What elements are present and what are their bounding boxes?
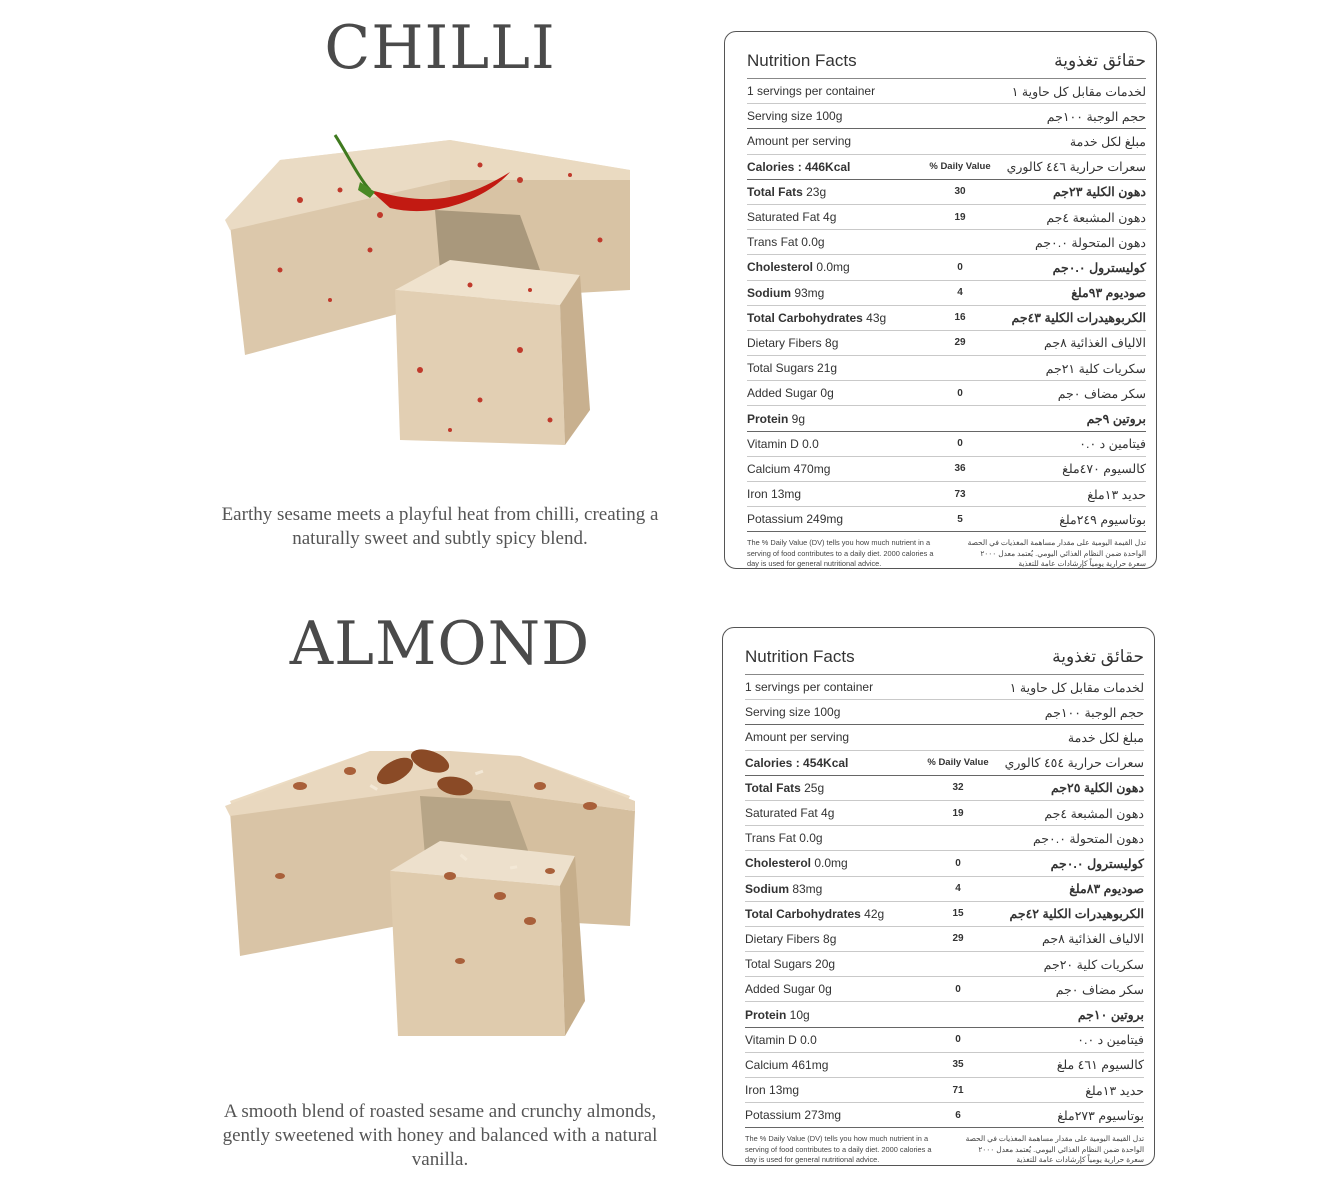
nutrient-name-ar: صوديوم ٩٣ملغ [1071, 286, 1146, 301]
servings-ar: لخدمات مقابل كل حاوية ١ [1009, 680, 1144, 695]
nutrient-name-en [747, 462, 915, 476]
servings-en: 1 servings per container [745, 680, 874, 695]
nutrient-name-ar: سكر مضاف ٠جم [1055, 982, 1144, 997]
nutrient-row [745, 1053, 1144, 1078]
nutrient-daily-value: 36 [954, 463, 966, 475]
nutrient-name-en [745, 882, 913, 896]
nutrient-label-en: Dietary Fibers [745, 931, 820, 946]
nutrient-row [745, 801, 1144, 826]
amount-per-serving-ar: مبلغ لكل خدمة [1067, 730, 1144, 745]
nutrient-amount-en: 9g [788, 411, 806, 426]
nutrient-row [747, 356, 1146, 381]
nutrient-row [747, 457, 1146, 482]
nutrient-name-en [747, 386, 915, 400]
nutrient-daily-value: 30 [954, 186, 966, 198]
nutrient-daily-value: 0 [957, 387, 963, 399]
nutrient-amount-en: 273mg [801, 1108, 842, 1123]
nutrient-label-en: Calcium [747, 461, 791, 476]
nutrient-row [747, 406, 1146, 431]
product-title: ALMOND [289, 609, 591, 679]
nutrient-row [747, 230, 1146, 255]
nutrient-label-en: Total Fats [745, 780, 801, 795]
nutrient-name-ar: الكربوهيدرات الكلية ٤٣جم [1011, 311, 1146, 326]
nutrient-name-en [747, 487, 915, 501]
nutrient-daily-value: 73 [954, 488, 966, 500]
nutrient-label-en: Sodium [745, 881, 789, 896]
serving-size-ar: حجم الوجبة ١٠٠جم [1044, 705, 1144, 720]
amount-per-serving-en: Amount per serving [747, 134, 852, 149]
nutrient-row [747, 306, 1146, 331]
nutrient-name-en [747, 361, 915, 375]
nutrient-amount-en: 25g [800, 780, 825, 795]
nutrient-label-en: Trans Fat [747, 235, 798, 250]
nutrient-name-en [747, 336, 915, 350]
nutrient-daily-value: 5 [957, 513, 963, 525]
nutrient-name-ar: الالياف الغذائية ٨جم [1042, 932, 1144, 947]
nutrition-facts-panel [724, 31, 1157, 569]
nutrient-row [745, 927, 1144, 952]
nutrient-row [745, 1078, 1144, 1103]
nutrition-header-ar: حقائق تغذوية [1052, 647, 1144, 666]
nutrient-row [747, 432, 1146, 457]
nutrient-amount-en: 0.0 [798, 436, 819, 451]
nutrient-name-ar: كوليسترول ٠.٠جم [1052, 260, 1146, 275]
nutrient-label-en: Added Sugar [747, 386, 818, 401]
chilli-halva-image [220, 120, 660, 460]
footnote [745, 1134, 1144, 1166]
nutrient-name-ar: دهون المشبعة ٤جم [1046, 210, 1146, 225]
serving-size-en: Serving size 100g [747, 109, 843, 124]
nutrient-row [745, 1103, 1144, 1128]
nutrient-name-ar: حديد ١٣ملغ [1085, 1083, 1144, 1098]
nutrition-header-en: Nutrition Facts [745, 647, 855, 666]
nutrient-row [745, 851, 1144, 876]
footnote-ar: تدل القيمة اليومية على مقدار مساهمة المغذيات في الحصة الواحدة ضمن النظام الغذائي اليومي. يُعتمد معدل ٢٠٠٠ سعرة حرارية يومياً كإرشادات عامة للتغذية [965, 1134, 1144, 1165]
nutrient-label-en: Vitamin D [747, 436, 799, 451]
nutrient-label-en: Cholesterol [745, 856, 812, 871]
footnote-en: The % Daily Value (DV) tells you how much nutrient in a serving of food contributes to a daily diet. 2000 calories a day is used for general nutritional advice. [747, 538, 934, 569]
nutrient-amount-en: 21g [813, 361, 838, 376]
product-title: CHILLI [324, 13, 556, 83]
nutrient-daily-value: 0 [955, 857, 961, 869]
nutrient-name-en [747, 260, 915, 274]
nutrient-name-en [745, 781, 913, 795]
nutrient-name-en [745, 932, 913, 946]
nutrient-name-ar: كالسيوم ٤٦١ ملغ [1056, 1058, 1144, 1073]
nutrient-name-en [745, 1058, 913, 1072]
nutrient-name-ar: دهون المشبعة ٤جم [1044, 806, 1144, 821]
nutrient-daily-value: 4 [955, 883, 961, 895]
nutrient-row [747, 180, 1146, 205]
nutrient-amount-en: 8g [821, 335, 839, 350]
nutrient-name-en [747, 512, 915, 526]
nutrient-label-en: Added Sugar [745, 982, 816, 997]
nutrient-amount-en: 13mg [765, 1083, 800, 1098]
daily-value-label: % Daily Value [927, 757, 989, 769]
nutrient-row [745, 1002, 1144, 1027]
nutrient-row [747, 331, 1146, 356]
nutrient-row [745, 1028, 1144, 1053]
nutrient-label-en: Dietary Fibers [747, 335, 822, 350]
nutrient-amount-en: 20g [811, 957, 836, 972]
nutrient-row [747, 507, 1146, 532]
nutrient-label-en: Iron [747, 487, 768, 502]
nutrient-rows [747, 180, 1146, 533]
nutrition-facts-panel [722, 627, 1155, 1166]
nutrient-daily-value: 29 [954, 337, 966, 349]
amount-per-serving-en: Amount per serving [745, 730, 850, 745]
nutrient-amount-en: 83mg [789, 881, 823, 896]
daily-value-label: % Daily Value [929, 161, 991, 173]
nutrient-amount-en: 0.0mg [813, 260, 850, 275]
nutrient-daily-value: 4 [957, 287, 963, 299]
nutrient-label-en: Protein [747, 411, 789, 426]
nutrient-daily-value: 6 [955, 1109, 961, 1121]
nutrient-label-en: Trans Fat [745, 831, 796, 846]
nutrient-label-en: Sodium [747, 285, 791, 300]
footnote-ar: تدل القيمة اليومية على مقدار مساهمة المغذيات في الحصة الواحدة ضمن النظام الغذائي اليومي. يُعتمد معدل ٢٠٠٠ سعرة حرارية يومياً كإرشادات عامة للتغذية [967, 538, 1146, 569]
nutrition-header-ar: حقائق تغذوية [1054, 51, 1146, 70]
nutrient-name-ar: دهون الكلية ٢٣جم [1052, 185, 1146, 200]
nutrient-row [747, 482, 1146, 507]
nutrient-name-ar: دهون المتحولة ٠.٠جم [1034, 235, 1146, 250]
nutrient-row [745, 977, 1144, 1002]
nutrient-name-en [745, 856, 913, 870]
nutrient-amount-en: 93mg [791, 285, 825, 300]
nutrient-daily-value: 0 [955, 983, 961, 995]
nutrient-name-en [745, 1083, 913, 1097]
footnote [747, 538, 1146, 570]
nutrient-daily-value: 0 [957, 261, 963, 273]
nutrient-amount-en: 8g [819, 931, 837, 946]
nutrient-amount-en: 0.0 [796, 1032, 817, 1047]
nutrient-label-en: Total Carbohydrates [747, 310, 863, 325]
nutrient-daily-value: 35 [952, 1059, 964, 1071]
nutrient-amount-en: 13mg [767, 487, 802, 502]
amount-per-serving-ar: مبلغ لكل خدمة [1069, 134, 1146, 149]
nutrient-daily-value: 32 [952, 782, 964, 794]
nutrient-name-en [745, 957, 913, 971]
nutrient-name-ar: بوتاسيوم ٢٧٣ملغ [1057, 1108, 1144, 1123]
nutrient-name-ar: حديد ١٣ملغ [1087, 487, 1146, 502]
nutrient-amount-en: 470mg [790, 461, 831, 476]
nutrient-label-en: Potassium [745, 1108, 802, 1123]
nutrient-daily-value: 0 [957, 438, 963, 450]
nutrient-name-en [747, 185, 915, 199]
servings-ar: لخدمات مقابل كل حاوية ١ [1011, 84, 1146, 99]
nutrient-rows [745, 776, 1144, 1129]
nutrient-label-en: Total Carbohydrates [745, 906, 861, 921]
product-section-almond [0, 596, 1333, 1196]
product-description: A smooth blend of roasted sesame and crunchy almonds, gently sweetened with honey and balanced with a natural vanilla. [222, 1101, 658, 1170]
nutrient-name-en [747, 235, 915, 249]
nutrient-name-ar: كوليسترول ٠.٠جم [1050, 856, 1144, 871]
nutrient-amount-en: 0g [815, 982, 832, 997]
nutrient-name-en [745, 831, 913, 845]
nutrient-name-en [745, 806, 913, 820]
nutrient-row [747, 381, 1146, 406]
nutrient-name-ar: كالسيوم ٤٧٠ملغ [1062, 462, 1146, 477]
nutrient-amount-en: 43g [862, 310, 887, 325]
nutrient-daily-value: 16 [954, 312, 966, 324]
nutrient-name-en [747, 311, 915, 325]
nutrient-row [745, 877, 1144, 902]
nutrient-name-ar: فيتامين د ٠.٠ [1079, 437, 1146, 452]
calories-ar: سعرات حرارية ٤٥٤ كالوري [1004, 756, 1144, 771]
nutrient-row [745, 902, 1144, 927]
nutrient-row [747, 281, 1146, 306]
nutrient-name-en [745, 1033, 913, 1047]
nutrient-name-ar: دهون الكلية ٢٥جم [1050, 781, 1144, 796]
nutrient-name-ar: بوتاسيوم ٢٤٩ملغ [1059, 512, 1146, 527]
nutrient-daily-value: 19 [952, 807, 964, 819]
nutrient-name-ar: بروتين ١٠جم [1077, 1008, 1144, 1023]
nutrient-name-ar: بروتين ٩جم [1086, 412, 1146, 427]
nutrient-amount-en: 0.0mg [811, 856, 848, 871]
nutrient-amount-en: 0.0g [797, 235, 825, 250]
nutrient-name-ar: دهون المتحولة ٠.٠جم [1032, 831, 1144, 846]
nutrient-name-ar: صوديوم ٨٣ملغ [1069, 882, 1144, 897]
nutrient-name-en [747, 437, 915, 451]
calories-en: Calories : 446Kcal [747, 159, 851, 174]
nutrient-row [745, 952, 1144, 977]
calories-ar: سعرات حرارية ٤٤٦ كالوري [1006, 160, 1146, 175]
nutrient-row [745, 826, 1144, 851]
nutrient-label-en: Calcium [745, 1057, 789, 1072]
nutrient-amount-en: 10g [786, 1007, 810, 1022]
footnote-en: The % Daily Value (DV) tells you how much nutrient in a serving of food contributes to a daily diet. 2000 calories a day is used for general nutritional advice. [745, 1134, 932, 1165]
nutrient-name-ar: سكريات كلية ٢١جم [1045, 361, 1146, 376]
nutrient-amount-en: 42g [860, 906, 885, 921]
serving-size-en: Serving size 100g [745, 705, 841, 720]
nutrient-label-en: Total Sugars [745, 957, 812, 972]
nutrient-daily-value: 19 [954, 211, 966, 223]
nutrient-amount-en: 461mg [788, 1057, 829, 1072]
nutrient-daily-value: 15 [952, 908, 964, 920]
nutrient-name-en [747, 210, 915, 224]
nutrient-label-en: Cholesterol [747, 260, 814, 275]
nutrient-name-ar: فيتامين د ٠.٠ [1077, 1033, 1144, 1048]
nutrient-name-en [745, 982, 913, 996]
serving-size-ar: حجم الوجبة ١٠٠جم [1046, 109, 1146, 124]
nutrient-amount-en: 0.0g [795, 831, 823, 846]
nutrient-row [747, 205, 1146, 230]
nutrient-label-en: Saturated Fat [747, 210, 820, 225]
nutrient-label-en: Saturated Fat [745, 806, 818, 821]
nutrient-amount-en: 4g [817, 806, 835, 821]
nutrient-name-ar: سكر مضاف ٠جم [1057, 386, 1146, 401]
nutrient-amount-en: 0g [817, 386, 834, 401]
nutrient-name-ar: الكربوهيدرات الكلية ٤٢جم [1009, 907, 1144, 922]
nutrient-amount-en: 249mg [803, 512, 844, 527]
nutrition-header-en: Nutrition Facts [747, 51, 857, 70]
nutrient-name-ar: الالياف الغذائية ٨جم [1044, 336, 1146, 351]
calories-en: Calories : 454Kcal [745, 755, 849, 770]
nutrient-row [747, 255, 1146, 280]
nutrient-daily-value: 71 [952, 1084, 964, 1096]
nutrient-daily-value: 29 [952, 933, 964, 945]
nutrient-label-en: Total Fats [747, 184, 803, 199]
nutrient-label-en: Potassium [747, 512, 804, 527]
nutrient-name-en [745, 1008, 913, 1022]
nutrient-name-ar: سكريات كلية ٢٠جم [1043, 957, 1144, 972]
servings-en: 1 servings per container [747, 84, 876, 99]
nutrient-name-en [745, 1108, 913, 1122]
nutrient-row [745, 776, 1144, 801]
nutrient-name-en [747, 412, 915, 426]
nutrient-amount-en: 23g [802, 184, 827, 199]
nutrient-amount-en: 4g [819, 210, 837, 225]
nutrient-label-en: Total Sugars [747, 361, 814, 376]
almond-halva-image [220, 716, 660, 1056]
product-description: Earthy sesame meets a playful heat from chilli, creating a naturally sweet and subtly spicy blend. [221, 504, 659, 549]
nutrient-label-en: Vitamin D [745, 1032, 797, 1047]
nutrient-label-en: Iron [745, 1083, 766, 1098]
nutrient-label-en: Protein [745, 1007, 787, 1022]
nutrient-name-en [747, 286, 915, 300]
nutrient-daily-value: 0 [955, 1034, 961, 1046]
nutrient-name-en [745, 907, 913, 921]
